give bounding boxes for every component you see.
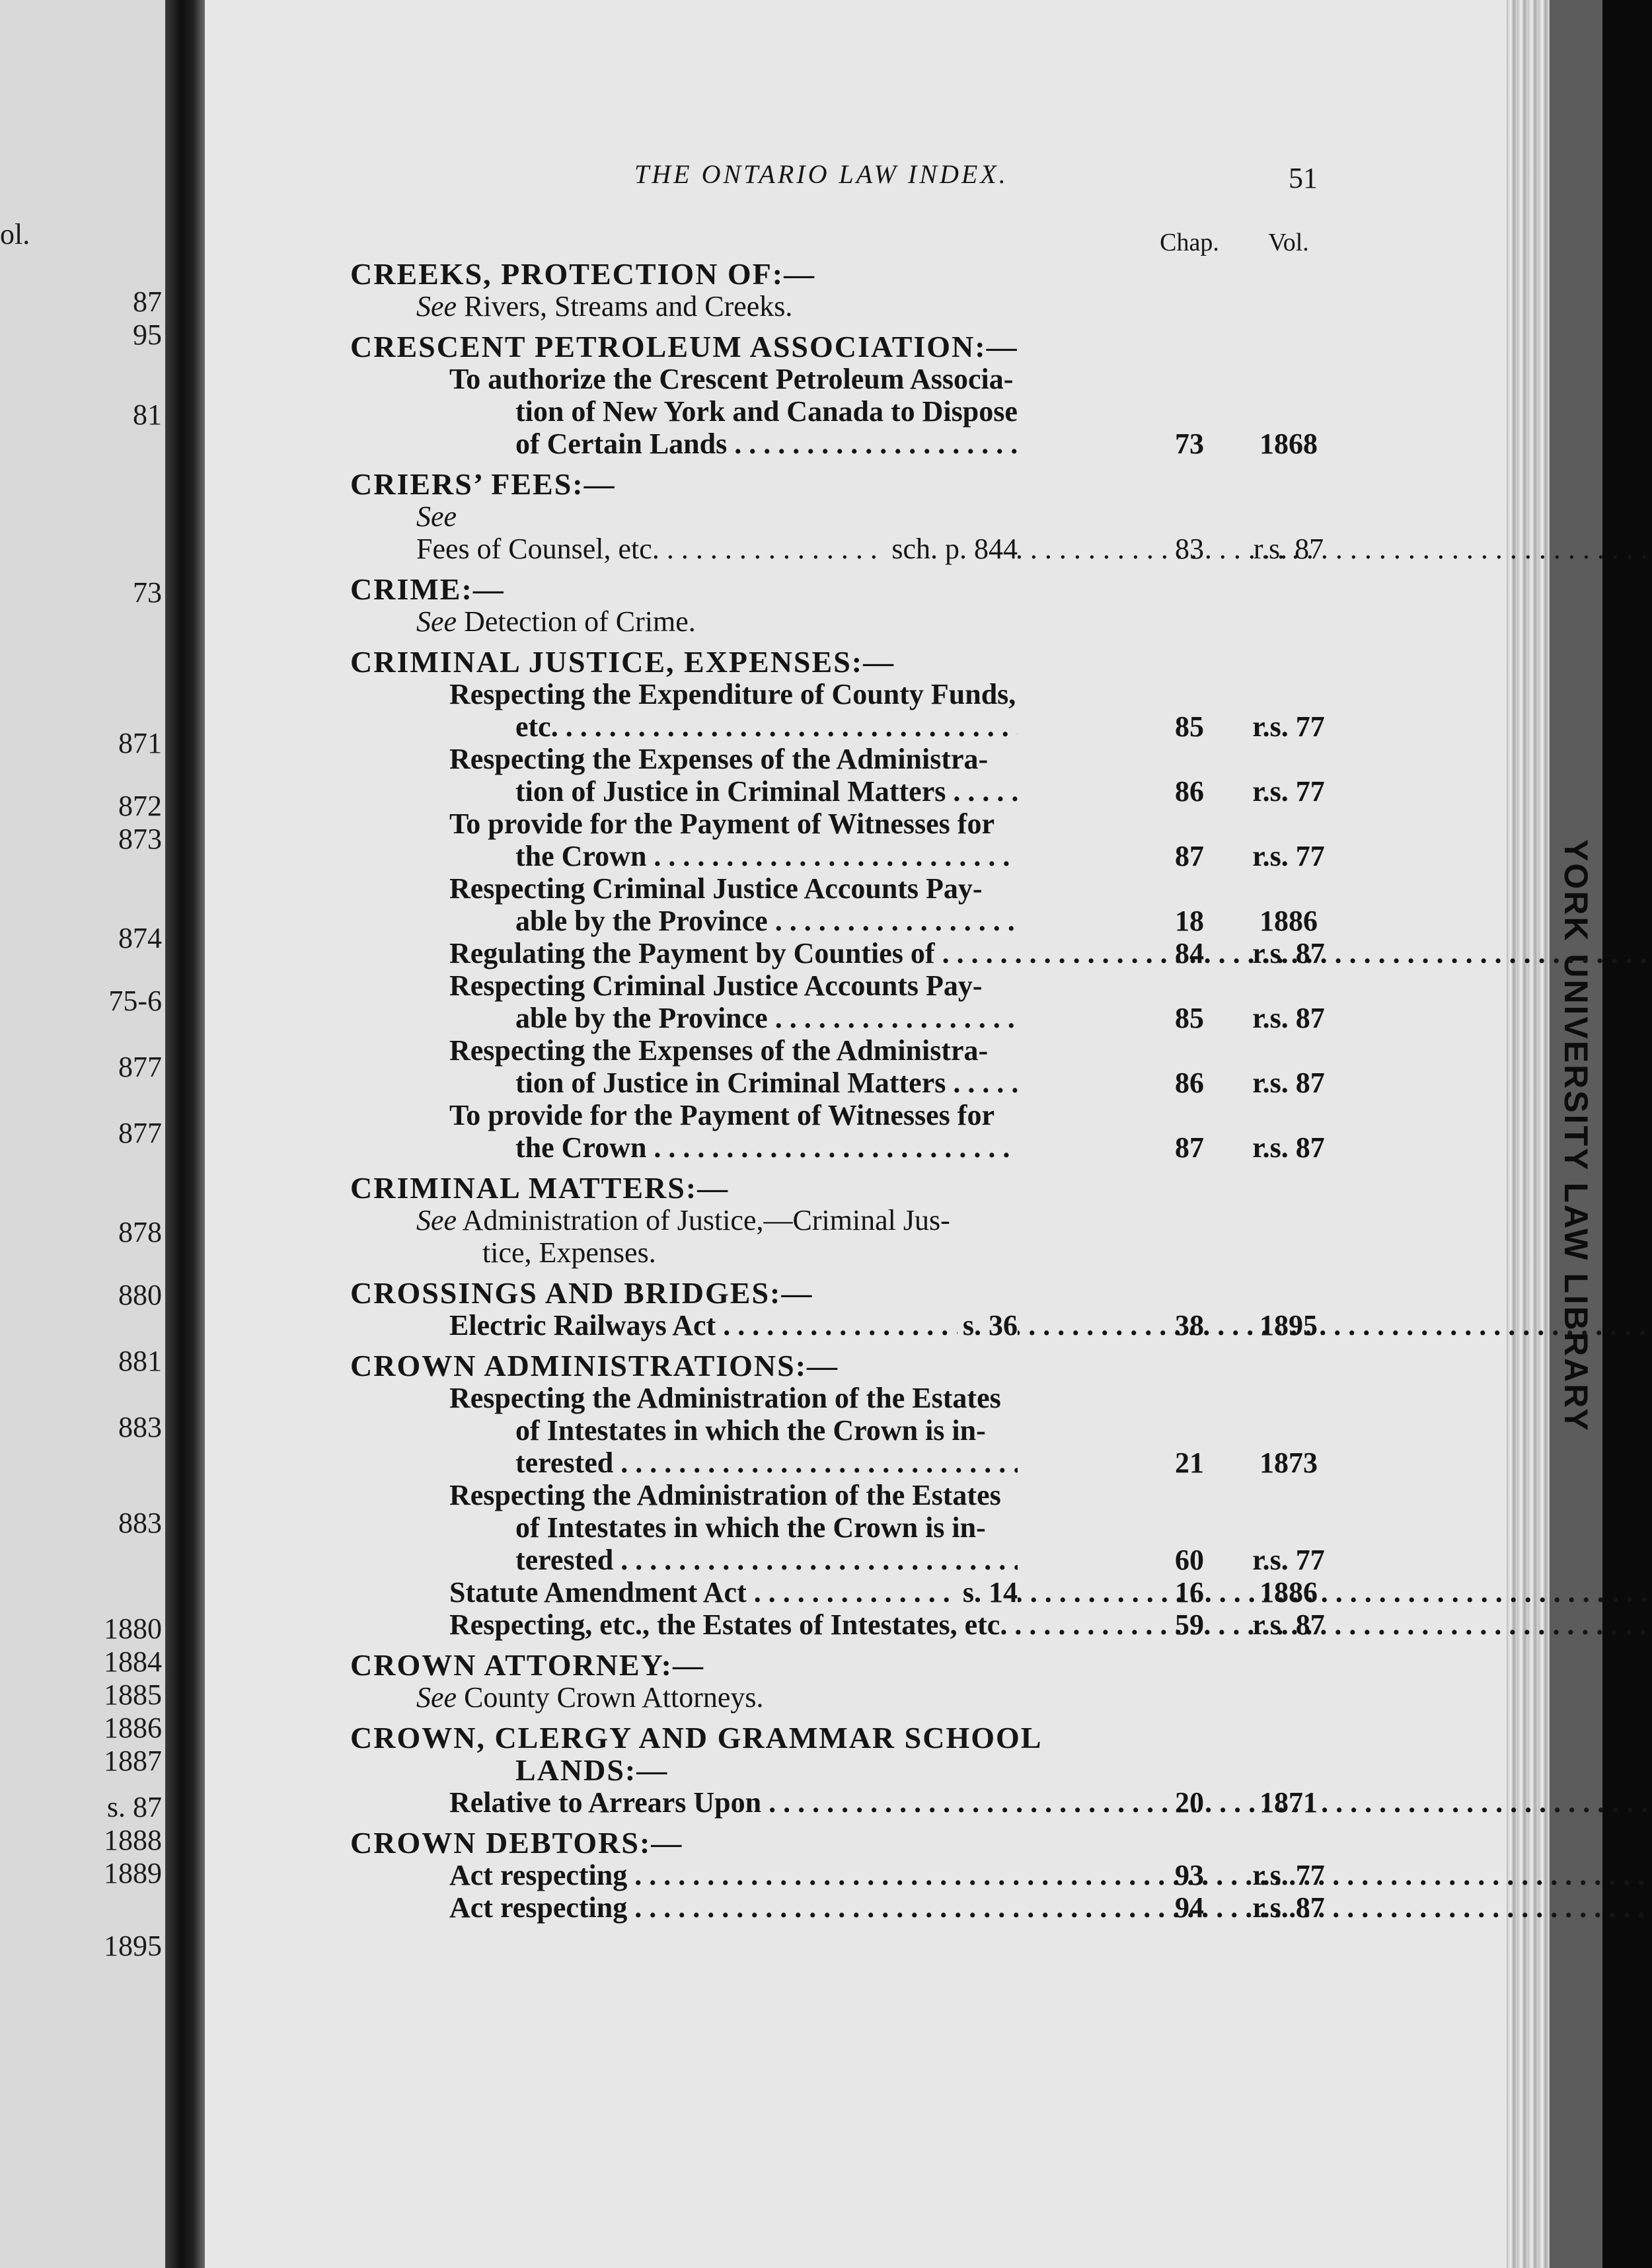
sub-entry [350,1576,1335,1608]
sub-entry-text: Respecting, etc., the Estates of Intestates, etc. . . . [449,1608,1652,1641]
left-page-fragment: 95 [133,319,162,351]
see-reference [350,290,1335,322]
index-entry [350,330,1335,460]
left-page-fragment: 1885 [104,1679,162,1711]
left-page-fragment: 883 [118,1411,162,1443]
volume-number: r.s. 87 [1252,1131,1325,1164]
volume-number: 1895 [1259,1309,1318,1342]
sub-entry-text: Detection of Crime. [464,605,696,638]
book-gutter [165,0,205,2268]
sub-entry [350,872,1335,937]
left-page-fragment: 75-6 [108,985,162,1017]
left-page-fragment: 1895 [104,1930,162,1962]
sub-entry-text: Act respecting . . . [449,1859,1652,1891]
index-entry [350,1721,1335,1819]
index-entry [350,258,1335,322]
left-page-fragment: 880 [118,1279,162,1311]
left-page-fragment: 1880 [104,1612,162,1645]
section-reference: s. 14 [957,1576,1018,1608]
sub-entry-text: To authorize the Crescent Petroleum Associa- [449,363,1014,395]
sub-entry-text-continued: tion of New York and Canada to Dispose [515,395,1018,428]
entry-heading: CRIME:— [350,572,505,606]
sub-entry-text: Respecting the Expenses of the Administra- [449,743,989,775]
left-page-fragment: 87 [133,285,162,318]
sub-entry-text-continued: tice, Expenses. [482,1236,656,1269]
chapter-number: 85 [1175,1002,1204,1034]
sub-entry [350,1479,1335,1576]
sub-entry [350,743,1335,808]
entry-heading: CROSSINGS AND BRIDGES:— [350,1276,813,1310]
see-reference [350,605,1335,638]
left-page-fragment: 877 [118,1117,162,1149]
chapter-number: 20 [1175,1786,1204,1819]
see-reference [350,500,1335,565]
chapter-number: 87 [1175,840,1204,872]
left-page-fragment: 1888 [104,1824,162,1856]
sub-entry-text: Regulating the Payment by Counties of . . . [449,937,1652,969]
left-page-fragment: ol. [0,218,30,250]
entry-heading: CROWN ADMINISTRATIONS:— [350,1349,839,1382]
chapter-number: 93 [1175,1859,1204,1891]
volume-number: 1873 [1259,1447,1318,1479]
sub-entry-text-continued: terested . . . [449,1544,1018,1576]
sub-entry-text-continued: tion of Justice in Criminal Matters . . . [449,1067,1018,1099]
index-entry [350,573,1335,638]
volume-number: 1886 [1259,905,1318,937]
left-page-fragment: 1886 [104,1712,162,1744]
sub-entry-text-continued: of Certain Lands . . . [449,428,1018,460]
sub-entry-text: Respecting the Expenses of the Administra- [449,1034,989,1067]
column-header-vol: Vol. [1268,229,1309,256]
running-head: THE ONTARIO LAW INDEX. [634,159,1008,189]
entry-heading: CRIMINAL MATTERS:— [350,1171,730,1205]
scan-border [1602,0,1652,2268]
chapter-number: 60 [1175,1544,1204,1576]
left-page-fragment: 877 [118,1051,162,1083]
left-page-fragment: 1884 [104,1645,162,1678]
volume-number: r.s. 87 [1253,533,1324,565]
index-entries [350,258,1335,1932]
sub-entry [350,1309,1335,1342]
volume-number: r.s. 77 [1252,1859,1325,1891]
left-page-fragment: 871 [118,727,162,759]
chapter-number: 85 [1175,710,1204,743]
chapter-number: 21 [1175,1447,1204,1479]
sub-entry-text-continued: of Intestates in which the Crown is in- [515,1414,986,1447]
index-entry [350,468,1335,565]
left-page-fragment: 1889 [104,1857,162,1889]
index-entry [350,1172,1335,1269]
see-label: See [416,500,457,533]
volume-number: r.s. 77 [1252,1544,1325,1576]
volume-number: r.s. 87 [1252,1002,1325,1034]
left-page-fragment: 881 [118,1345,162,1377]
sub-entry-text: Respecting the Administration of the Estates [449,1479,1001,1511]
volume-number: r.s. 77 [1252,710,1325,743]
chapter-number: 86 [1175,1067,1204,1099]
chapter-number: 73 [1175,428,1204,460]
volume-number: r.s. 87 [1252,1067,1325,1099]
sub-entry-text-continued: terested . . . [449,1447,1018,1479]
entry-heading: CREEKS, PROTECTION OF:— [350,257,816,291]
left-page-fragment: 872 [118,790,162,822]
sub-entry [350,1859,1335,1891]
entry-heading: CRESCENT PETROLEUM ASSOCIATION:— [350,330,1018,363]
see-label: See [416,1681,457,1714]
sub-entry-text-continued: the Crown . . . [449,1131,1018,1164]
sub-entry [350,1891,1335,1924]
sub-entry-text: To provide for the Payment of Witnesses for [449,808,995,840]
left-page-fragment: s. 87 [106,1791,162,1823]
sub-entry-text: Relative to Arrears Upon . . . [449,1786,1652,1819]
sub-entry-text: Act respecting . . . [449,1891,1652,1924]
column-header-chap: Chap. [1160,229,1219,256]
sub-entry [350,808,1335,872]
index-entry [350,1649,1335,1714]
sub-entry-text-continued: able by the Province . . . [449,905,1018,937]
index-entry [350,1349,1335,1641]
entry-heading: CROWN, CLERGY AND GRAMMAR SCHOOL [350,1721,1043,1755]
section-reference: sch. p. 844 [886,533,1018,565]
sub-entry [350,678,1335,743]
volume-number: r.s. 87 [1252,1891,1325,1924]
left-page-fragment: 73 [133,576,162,609]
sub-entry [350,969,1335,1034]
sub-entry-text: Respecting the Administration of the Estates [449,1382,1001,1414]
section-reference: s. 36 [957,1309,1018,1342]
left-page-fragment: 1887 [104,1745,162,1777]
see-reference [350,1204,1335,1269]
sub-entry [350,1034,1335,1099]
entry-heading: CROWN ATTORNEY:— [350,1648,704,1682]
sub-entry [350,937,1335,969]
index-entry [350,1277,1335,1342]
left-page-fragment: 883 [118,1507,162,1539]
volume-number: r.s. 87 [1252,1608,1325,1641]
sub-entry [350,1786,1335,1819]
index-entry [350,646,1335,1164]
sub-entry [350,1382,1335,1479]
chapter-number: 83 [1175,533,1204,565]
volume-number: 1868 [1259,428,1318,460]
volume-number: r.s. 77 [1252,840,1325,872]
left-page-fragment: 81 [133,398,162,431]
sub-entry-text: Electric Railways Act . . . [449,1309,1652,1342]
volume-number: 1886 [1259,1576,1318,1608]
chapter-number: 84 [1175,937,1204,969]
sub-entry-text: Administration of Justice,—Criminal Jus- [462,1204,950,1236]
sub-entry-text: County Crown Attorneys. [464,1681,764,1714]
sub-entry-text: To provide for the Payment of Witnesses for [449,1099,995,1131]
chapter-number: 18 [1175,905,1204,937]
sub-entry-text: Statute Amendment Act . . . [449,1576,1652,1608]
left-page-fragment: 878 [118,1216,162,1248]
sub-entry-text-continued: tion of Justice in Criminal Matters . . . [449,775,1018,808]
sub-entry-text-continued: able by the Province . . . [449,1002,1018,1034]
left-page-fragment: 873 [118,823,162,855]
entry-heading-continued: LANDS:— [515,1753,669,1787]
volume-number: r.s. 77 [1252,775,1325,808]
chapter-number: 16 [1175,1576,1204,1608]
sub-entry [350,1608,1335,1641]
sub-entry-text: Respecting the Expenditure of County Funds, [449,678,1016,710]
see-label: See [416,1204,457,1236]
sub-entry-text: Respecting Criminal Justice Accounts Pay- [449,969,983,1002]
chapter-number: 59 [1175,1608,1204,1641]
sub-entry-text-continued: etc. . . . [449,710,1018,743]
see-label: See [416,290,457,322]
entry-heading: CRIERS’ FEES:— [350,467,616,501]
chapter-number: 94 [1175,1891,1204,1924]
sub-entry-text: Rivers, Streams and Creeks. [464,290,793,322]
sub-entry [350,363,1335,460]
see-label: See [416,605,457,638]
volume-number: 1871 [1259,1786,1318,1819]
entry-heading: CRIMINAL JUSTICE, EXPENSES:— [350,645,895,679]
left-page-fragment: 874 [118,922,162,954]
chapter-number: 87 [1175,1131,1204,1164]
page-number: 51 [1289,162,1318,194]
see-reference [350,1681,1335,1714]
sub-entry-text-continued: of Intestates in which the Crown is in- [515,1511,986,1544]
sub-entry-text: Respecting Criminal Justice Accounts Pay- [449,872,983,905]
entry-heading: CROWN DEBTORS:— [350,1826,683,1860]
spine-stamp: YORK UNIVERSITY LAW LIBRARY [1558,839,1595,1433]
volume-number: r.s. 87 [1252,937,1325,969]
chapter-number: 38 [1175,1309,1204,1342]
sub-entry [350,1099,1335,1164]
chapter-number: 86 [1175,775,1204,808]
index-entry [350,1827,1335,1924]
sub-entry-text-continued: the Crown . . . [449,840,1018,872]
sub-entry-text: Fees of Counsel, etc. . . . [416,533,1652,565]
